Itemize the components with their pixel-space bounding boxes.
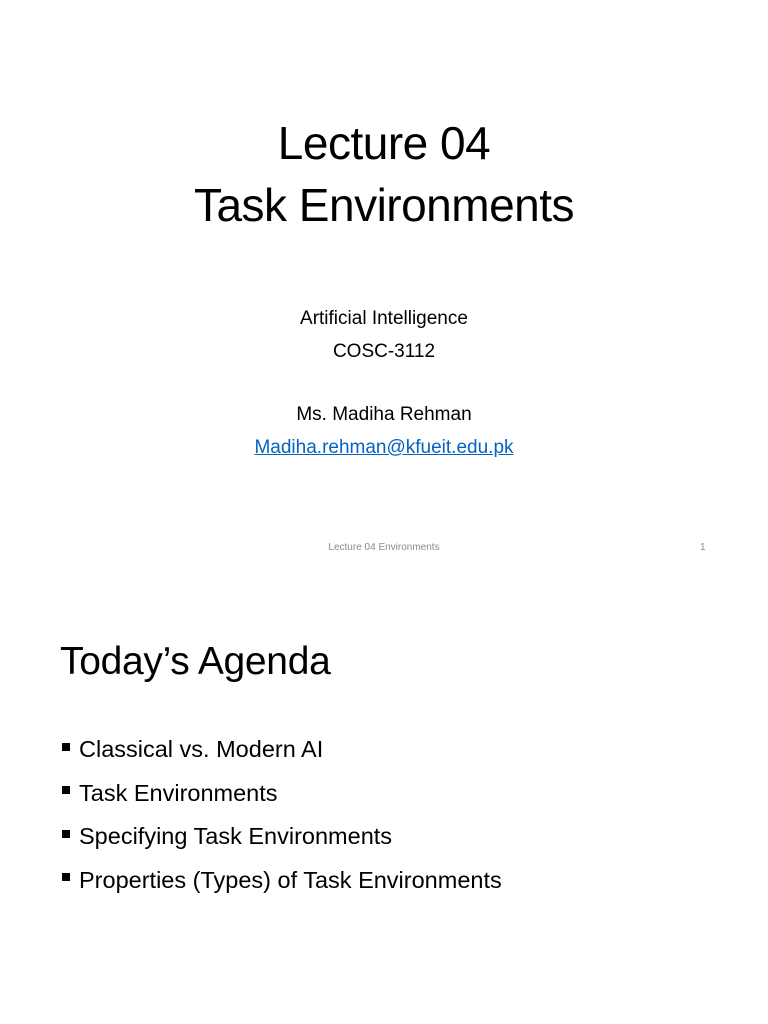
agenda-item [60, 772, 502, 816]
agenda-item-label: Properties (Types) of Task Environments [79, 866, 502, 893]
agenda-item [60, 728, 502, 772]
title-line-2: Task Environments [193, 179, 575, 231]
course-name: Artificial Intelligence [300, 308, 468, 329]
square-bullet-icon [62, 830, 70, 838]
agenda-slide [0, 576, 768, 1024]
course-code: COSC-3112 [332, 341, 436, 362]
email-link[interactable]: Madiha.rehman@kfueit.edu.pk [254, 437, 514, 458]
slide-title [0, 112, 768, 236]
spacer [0, 368, 768, 398]
agenda-item [60, 859, 502, 903]
agenda-item-label: Task Environments [79, 779, 278, 806]
agenda-item [60, 815, 502, 859]
square-bullet-icon [62, 743, 70, 751]
agenda-item-label: Specifying Task Environments [79, 823, 393, 850]
title-line-1: Lecture 04 [277, 117, 491, 169]
agenda-title: Today’s Agenda [60, 640, 331, 683]
agenda-list [60, 728, 502, 902]
instructor-name: Ms. Madiha Rehman [296, 404, 472, 425]
square-bullet-icon [62, 873, 70, 881]
square-bullet-icon [62, 786, 70, 794]
email-line [0, 431, 768, 464]
slide-footer: Lecture 04 Environments [328, 542, 440, 553]
page-number: 1 [700, 542, 706, 553]
slide-subtitle [0, 302, 768, 464]
agenda-item-label: Classical vs. Modern AI [79, 736, 324, 763]
